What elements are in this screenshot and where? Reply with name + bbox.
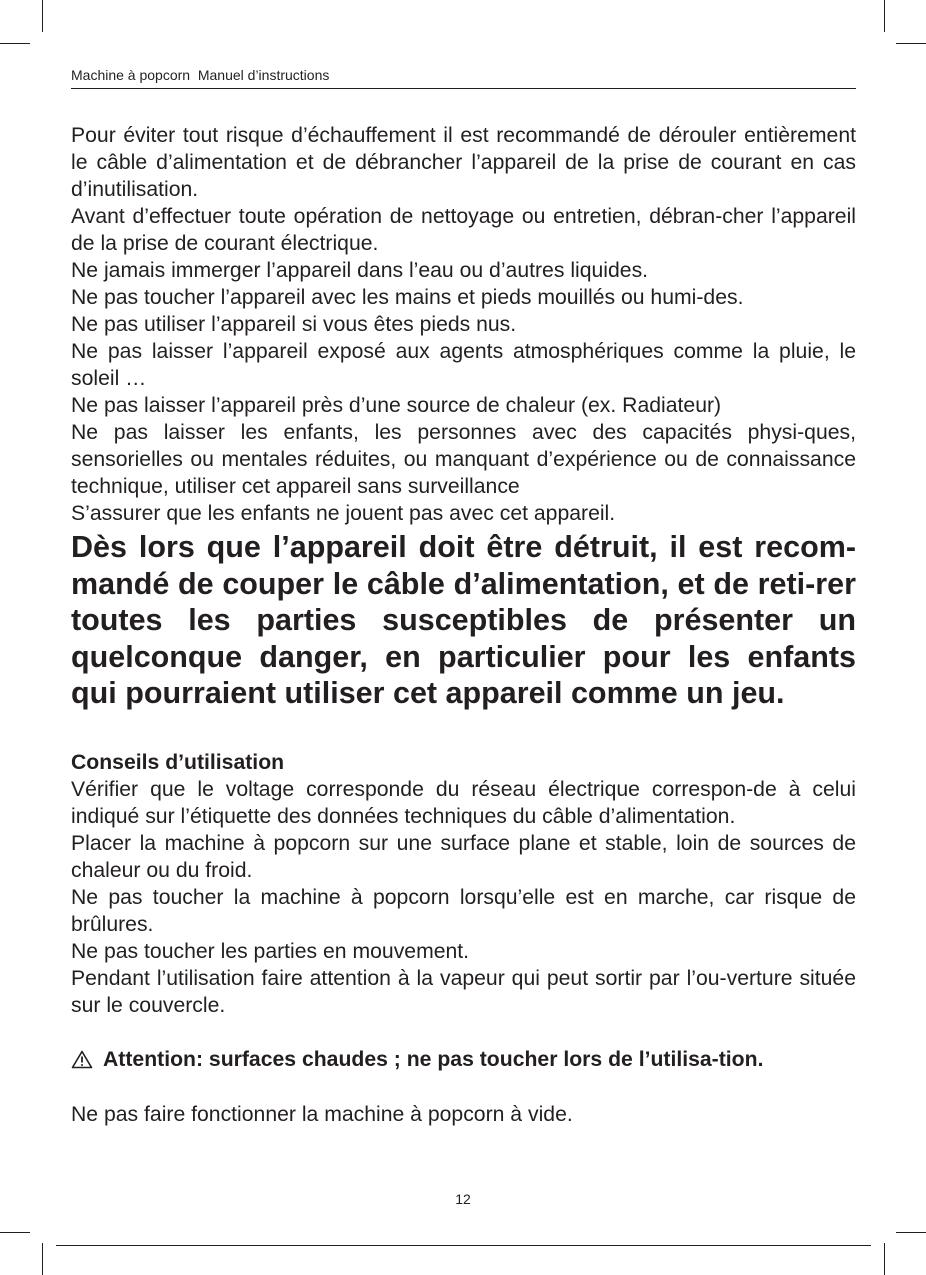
running-header: Machine à popcorn Manuel d’instructions — [71, 67, 330, 83]
usage-paragraph: Placer la machine à popcorn sur une surface plane et stable, loin de sources de chaleur ou du froid. — [71, 831, 856, 882]
section-title-usage: Conseils d’utilisation — [71, 750, 285, 774]
attention-notice — [71, 1046, 856, 1074]
spacer — [71, 1074, 856, 1101]
page-body — [71, 122, 856, 1128]
crop-mark — [0, 43, 30, 44]
safety-paragraph: Pour éviter tout risque d’échauffement il est recommandé de dérouler entièrement le câble d’alimentation et de débrancher l’appareil de la prise de courant en cas d’inutilisation. — [71, 124, 856, 201]
warning-triangle-icon — [71, 1046, 103, 1074]
attention-text: Attention: surfaces chaudes ; ne pas toucher lors de l’utilisa-tion. — [103, 1047, 764, 1071]
safety-paragraph: Avant d’effectuer toute opération de nettoyage ou entretien, débran-cher l’appareil de la prise de courant électrique. — [71, 205, 856, 255]
crop-mark — [884, 1243, 885, 1275]
usage-paragraph: Ne pas toucher les parties en mouvement. — [71, 939, 470, 963]
footer-divider — [56, 1245, 871, 1246]
safety-paragraph: Ne pas utiliser l’appareil si vous êtes pieds nus. — [71, 313, 517, 336]
safety-paragraph: S’assurer que les enfants ne jouent pas avec cet appareil. — [71, 502, 616, 525]
safety-paragraph: Ne pas laisser l’appareil près d’une source de chaleur (ex. Radiateur) — [71, 394, 722, 417]
usage-paragraph: Vérifier que le voltage corresponde du réseau électrique correspon-de à celui indiqué sur l’étiquette des données techniques du câble d’alimentation. — [71, 777, 856, 828]
crop-mark — [0, 1232, 30, 1233]
crop-mark — [42, 0, 43, 32]
usage-paragraph: Ne pas toucher la machine à popcorn lorsqu’elle est en marche, car risque de brûlures. — [71, 885, 856, 936]
page-number: 12 — [455, 1191, 471, 1207]
header-divider — [71, 88, 856, 89]
safety-paragraph: Ne pas laisser les enfants, les personnes avec des capacités physi-ques, sensorielles ou mentales réduites, ou manquant d’expérience ou de connaissance technique, utiliser cet appareil sans surveillance — [71, 421, 856, 498]
crop-mark — [42, 1243, 43, 1275]
final-instruction: Ne pas faire fonctionner la machine à popcorn à vide. — [71, 1102, 573, 1126]
safety-paragraph: Ne jamais immerger l’appareil dans l’eau ou d’autres liquides. — [71, 259, 649, 282]
usage-paragraph: Pendant l’utilisation faire attention à la vapeur qui peut sortir par l’ou-verture située sur le couvercle. — [71, 966, 856, 1017]
disposal-warning: Dès lors que l’appareil doit être détruit, il est recom-mandé de couper le câble d’alimentation, et de reti-rer toutes les parties susceptibles de présenter un quelconque danger, en particulier pour les enfants qui pourraient utiliser cet appareil comme un jeu. — [71, 530, 856, 711]
safety-paragraph: Ne pas toucher l’appareil avec les mains et pieds mouillés ou humi-des. — [71, 286, 744, 309]
safety-paragraph: Ne pas laisser l’appareil exposé aux agents atmosphériques comme la pluie, le soleil … — [71, 340, 856, 390]
crop-mark — [884, 0, 885, 32]
crop-mark — [896, 1232, 926, 1233]
crop-mark — [896, 43, 926, 44]
